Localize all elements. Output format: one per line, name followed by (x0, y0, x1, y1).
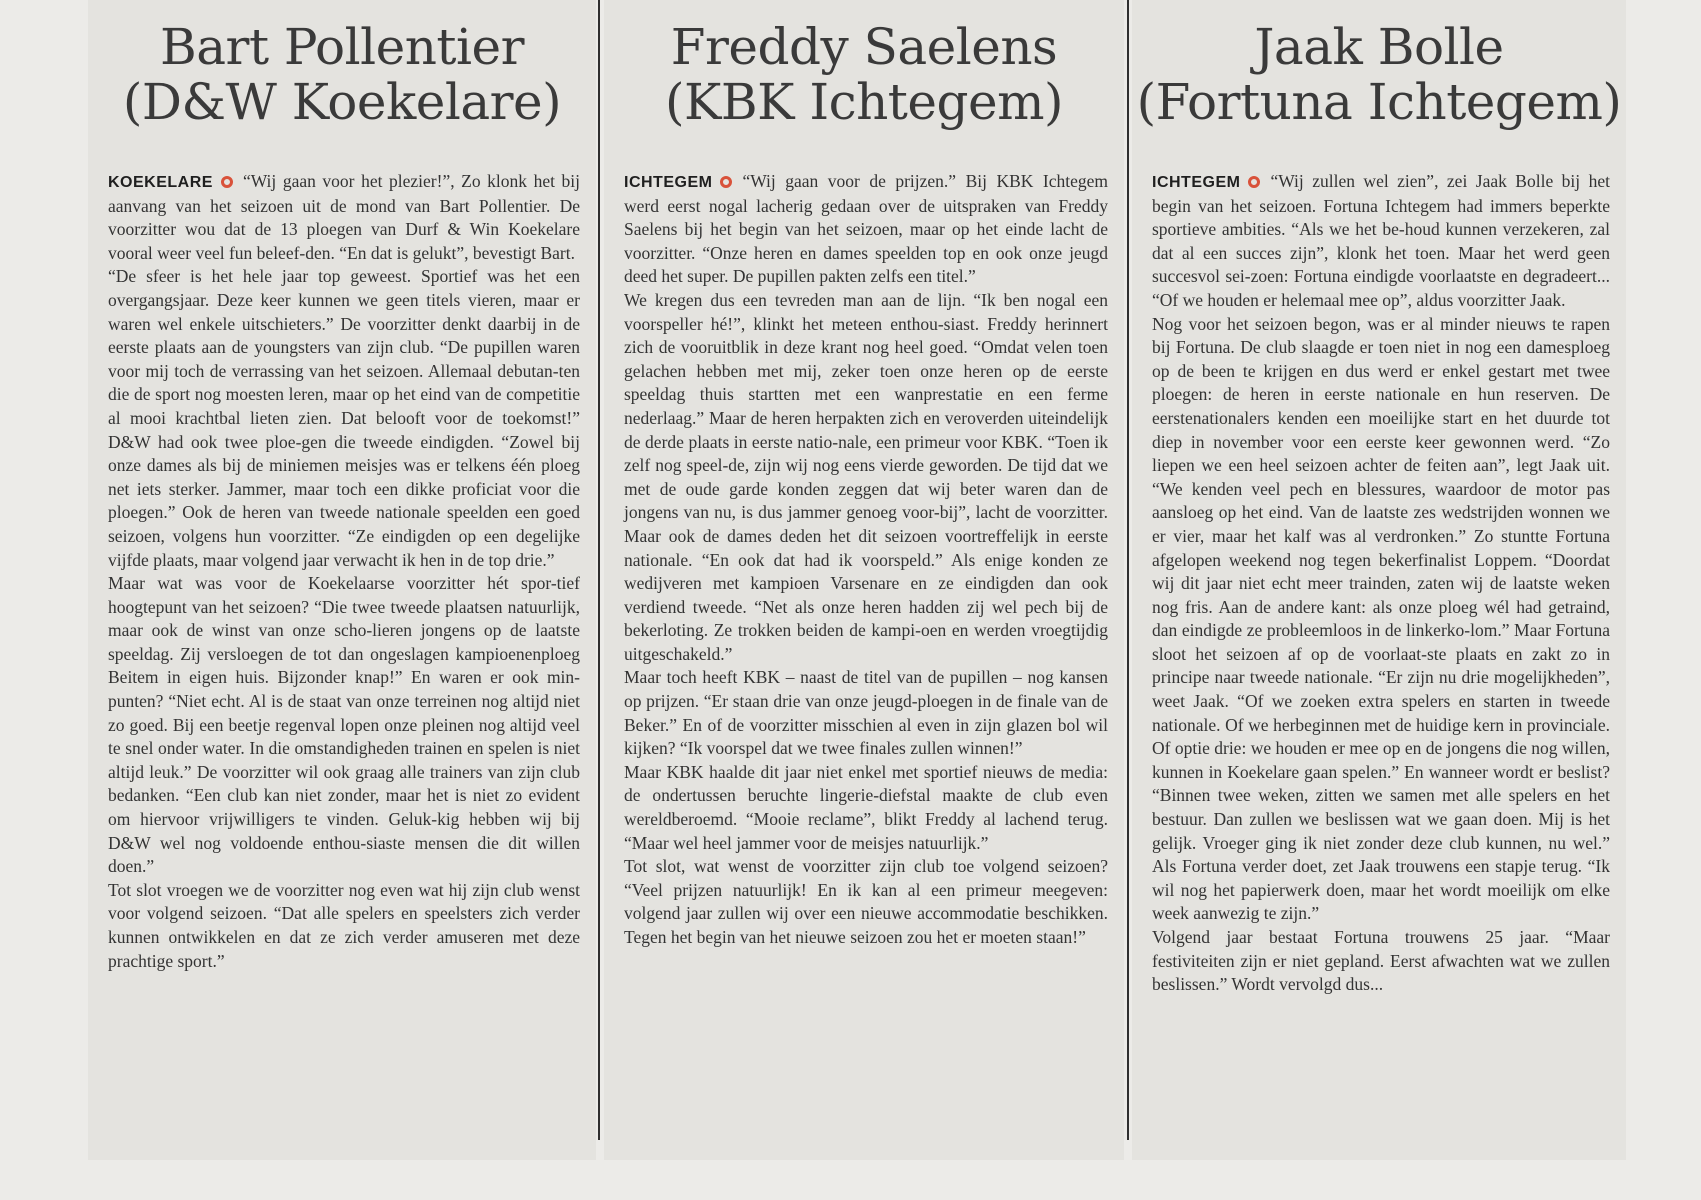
paragraph-text: “Wij gaan voor de prijzen.” Bij KBK Ichtegem werd eerst nogal lacherig gedaan over de uitspraken van Freddy Saelens bij het begin van het seizoen, maar op het einde lacht de voorzitter. “Onze heren en dames speelden top en ook onze jeugd deed het super. De pupillen pakten zelfs een titel.” (624, 171, 1108, 287)
article-paragraph: Maar wat was voor de Koekelaarse voorzitter hét spor-tief hoogtepunt van het seizoen? “Die twee tweede plaatsen natuurlijk, maar ook de winst van onze scho-lieren jongens op de laatste speeldag. Zij versloegen de tot dan ongeslagen kampioenenploeg Beitem in eigen huis. Bijzonder knap!” En waren er ook min-punten? “Niet echt. Al is de staat van onze terreinen nog altijd niet zo goed. Bij een beetje regenval lopen onze pleinen nog altijd veel te snel onder water. In die omstandigheden trainen en spelen is niet altijd leuk.” De voorzitter wil ook graag alle trainers van zijn club bedanken. “Een club kan niet zonder, maar het is niet zo evident om hiervoor vrijwilligers te vinden. Geluk-kig hebben wij bij D&W wel nog voldoende enthou-siaste mensen die dit willen doen.” (108, 573, 580, 877)
bullet-icon (221, 176, 233, 188)
article-headline (1132, 20, 1626, 130)
article-body (1132, 170, 1626, 997)
article-column-saelens (604, 0, 1124, 1160)
headline-club: (Fortuna Ichtegem) (1136, 73, 1622, 131)
article-headline (604, 20, 1124, 130)
headline-name: Jaak Bolle (1254, 18, 1504, 76)
article-body (88, 170, 596, 973)
paragraph-text: “Wij gaan voor het plezier!”, Zo klonk het bij aanvang van het seizoen uit de mond van Bart Pollentier. De voorzitter wou dat de 13 ploegen van Durf & Win Koekelare vooral weer veel fun beleef-den. “En dat is gelukt”, bevestigt Bart. (108, 171, 580, 263)
article-paragraph: Volgend jaar bestaat Fortuna trouwens 25 jaar. “Maar festiviteiten zijn er niet gepland. Eerst afwachten wat we zullen beslissen.” Wordt vervolgd dus... (1152, 927, 1610, 995)
article-paragraph (624, 170, 1108, 289)
article-column-bolle (1132, 0, 1626, 1160)
article-paragraph: Maar KBK haalde dit jaar niet enkel met sportief nieuws de media: de ondertussen beruchte lingerie-diefstal maakte de club even wereldberoemd. “Mooie reclame”, blikt Freddy al lachend terug. “Maar wel heel jammer voor de meisjes natuurlijk.” (624, 761, 1108, 853)
headline-name: Freddy Saelens (670, 18, 1058, 76)
dateline: ICHTEGEM (624, 174, 713, 191)
article-column-pollentier (88, 0, 596, 1160)
bullet-icon (1248, 176, 1260, 188)
article-paragraph: “De sfeer is het hele jaar top geweest. Sportief was het een overgangsjaar. Deze keer kunnen we geen titels vieren, maar er waren wel enkele uitschieters.” De voorzitter denkt daarbij in de eerste plaats aan de youngsters van zijn club. “De pupillen waren voor mij toch de verrassing van het seizoen. Allemaal debutan-ten die de sport nog moesten leren, maar op het eind van de competitie al mooi krachtbal lieten zien. Dat belooft voor de toekomst!” D&W had ook twee ploe-gen die tweede eindigden. “Zowel bij onze dames als bij de miniemen meisjes was er telkens één ploeg net iets sterker. Jammer, maar toch een dikke proficiat voor die ploegen.” Ook de heren van tweede nationale speelden een goed seizoen, volgens hun voorzitter. “Ze eindigden op een degelijke vijfde plaats, maar volgend jaar verwacht ik hen in de top drie.” (108, 266, 580, 570)
article-paragraph (1152, 170, 1610, 313)
article-paragraph: We kregen dus een tevreden man aan de lijn. “Ik ben nogal een voorspeller hé!”, klinkt het meteen enthou-siast. Freddy herinnert zich de vooruitblik in deze krant nog heel goed. “Omdat velen toen gelachen hebben met mij, zeker toen onze heren op de eerste speeldag thuis startten met een wanprestatie en een ferme nederlaag.” Maar de heren herpakten zich en veroverden uiteindelijk de derde plaats in eerste natio-nale, een primeur voor KBK. “Toen ik zelf nog speel-de, zijn wij nog eens vierde geworden. De tijd dat we met de oude garde konden zeggen dat wij beter waren dan de jongens van nu, is dus jammer genoeg voor-bij”, lacht de voorzitter. Maar ook de dames deden het dit seizoen voortreffelijk in eerste nationale. “En ook dat had ik voorspeld.” Als enige konden ze wedijveren met kampioen Varsenare en ze eindigden dan ook verdiend tweede. “Net als onze heren hadden zij wel pech bij de bekerloting. Ze trokken beiden de kampi-oen en werden vroegtijdig uitgeschakeld.” (624, 289, 1108, 664)
dateline: KOEKELARE (108, 174, 213, 191)
column-divider (1127, 0, 1129, 1140)
article-paragraph: Nog voor het seizoen begon, was er al minder nieuws te rapen bij Fortuna. De club slaagde er toen niet in nog een damesploeg op de been te krijgen en dus werd er enkel gestart met twee ploegen: de heren in eerste nationale en hun reserven. De eerstenationalers kenden een moeilijke start en het duurde tot diep in november voor een eerste keer gewonnen werd. “Zo liepen we een heel seizoen achter de feiten aan”, legt Jaak uit. “We kenden veel pech en blessures, waardoor de motor pas aansloeg op het eind. Van de laatste zes wedstrijden wonnen we er vier, maar het kalf was al verdronken.” Zo stuntte Fortuna afgelopen weekend nog tegen bekerfinalist Loppem. “Doordat wij dit jaar niet echt meer trainden, zaten wij de laatste weken nog fris. Aan de andere kant: als onze ploeg wél had getraind, dan eindigde ze probleemloos in de linkerko-lom.” Maar Fortuna sloot het seizoen af op de voorlaat-ste plaats en zakt zo in principe naar tweede nationale. “Er zijn nu drie mogelijkheden”, weet Jaak. “Of we zoeken extra spelers en starten in tweede nationale. Of we herbeginnen met de huidige kern in provinciale. Of optie drie: we houden er mee op en de jongens die nog willen, kunnen in Koekelare gaan spelen.” En wanneer wordt er beslist? “Binnen twee weken, zitten we samen met alle spelers en het bestuur. Dan zullen we beslissen wat we gaan doen. Mij is het gelijk. Vroeger ging ik niet zonder deze club kunnen, nu wel.” Als Fortuna verder doet, zet Jaak trouwens een stapje terug. “Ik wil nog het papierwerk doen, maar het wordt moeilijk om elke week aanwezig te zijn.” (1152, 313, 1610, 924)
paragraph-text: “Wij zullen wel zien”, zei Jaak Bolle bij het begin van het seizoen. Fortuna Ichtegem had immers beperkte sportieve ambities. “Als we het be-houd kunnen verzekeren, zal dat al een succes zijn”, klonk het toen. Maar het werd geen succesvol sei-zoen: Fortuna eindigde voorlaatste en degradeert... “Of we houden er helemaal mee op”, aldus voorzitter Jaak. (1152, 171, 1610, 310)
article-paragraph: Tot slot vroegen we de voorzitter nog even wat hij zijn club wenst voor volgend seizoen. “Dat alle spelers en speelsters zich verder kunnen ontwikkelen en dat ze zich verder amuseren met deze prachtige sport.” (108, 879, 580, 971)
dateline: ICHTEGEM (1152, 174, 1241, 191)
article-paragraph (108, 170, 580, 265)
headline-club: (D&W Koekelare) (122, 73, 562, 131)
column-divider (598, 0, 600, 1140)
article-body (604, 170, 1124, 950)
article-headline (88, 20, 596, 130)
bullet-icon (720, 176, 732, 188)
headline-club: (KBK Ichtegem) (664, 73, 1063, 131)
article-paragraph: Tot slot, wat wenst de voorzitter zijn club toe volgend seizoen? “Veel prijzen natuurlijk! En ik kan al een primeur meegeven: volgend jaar zullen wij over een nieuwe accommodatie beschikken. Tegen het begin van het nieuwe seizoen zou het er moeten staan!” (624, 856, 1108, 947)
article-paragraph: Maar toch heeft KBK – naast de titel van de pupillen – nog kansen op prijzen. “Er staan drie van onze jeugd-ploegen in de finale van de Beker.” En of de voorzitter misschien al even in zijn glazen bol wil kijken? “Ik voorspel dat we twee finales zullen winnen!” (624, 667, 1108, 759)
headline-name: Bart Pollentier (159, 18, 524, 76)
